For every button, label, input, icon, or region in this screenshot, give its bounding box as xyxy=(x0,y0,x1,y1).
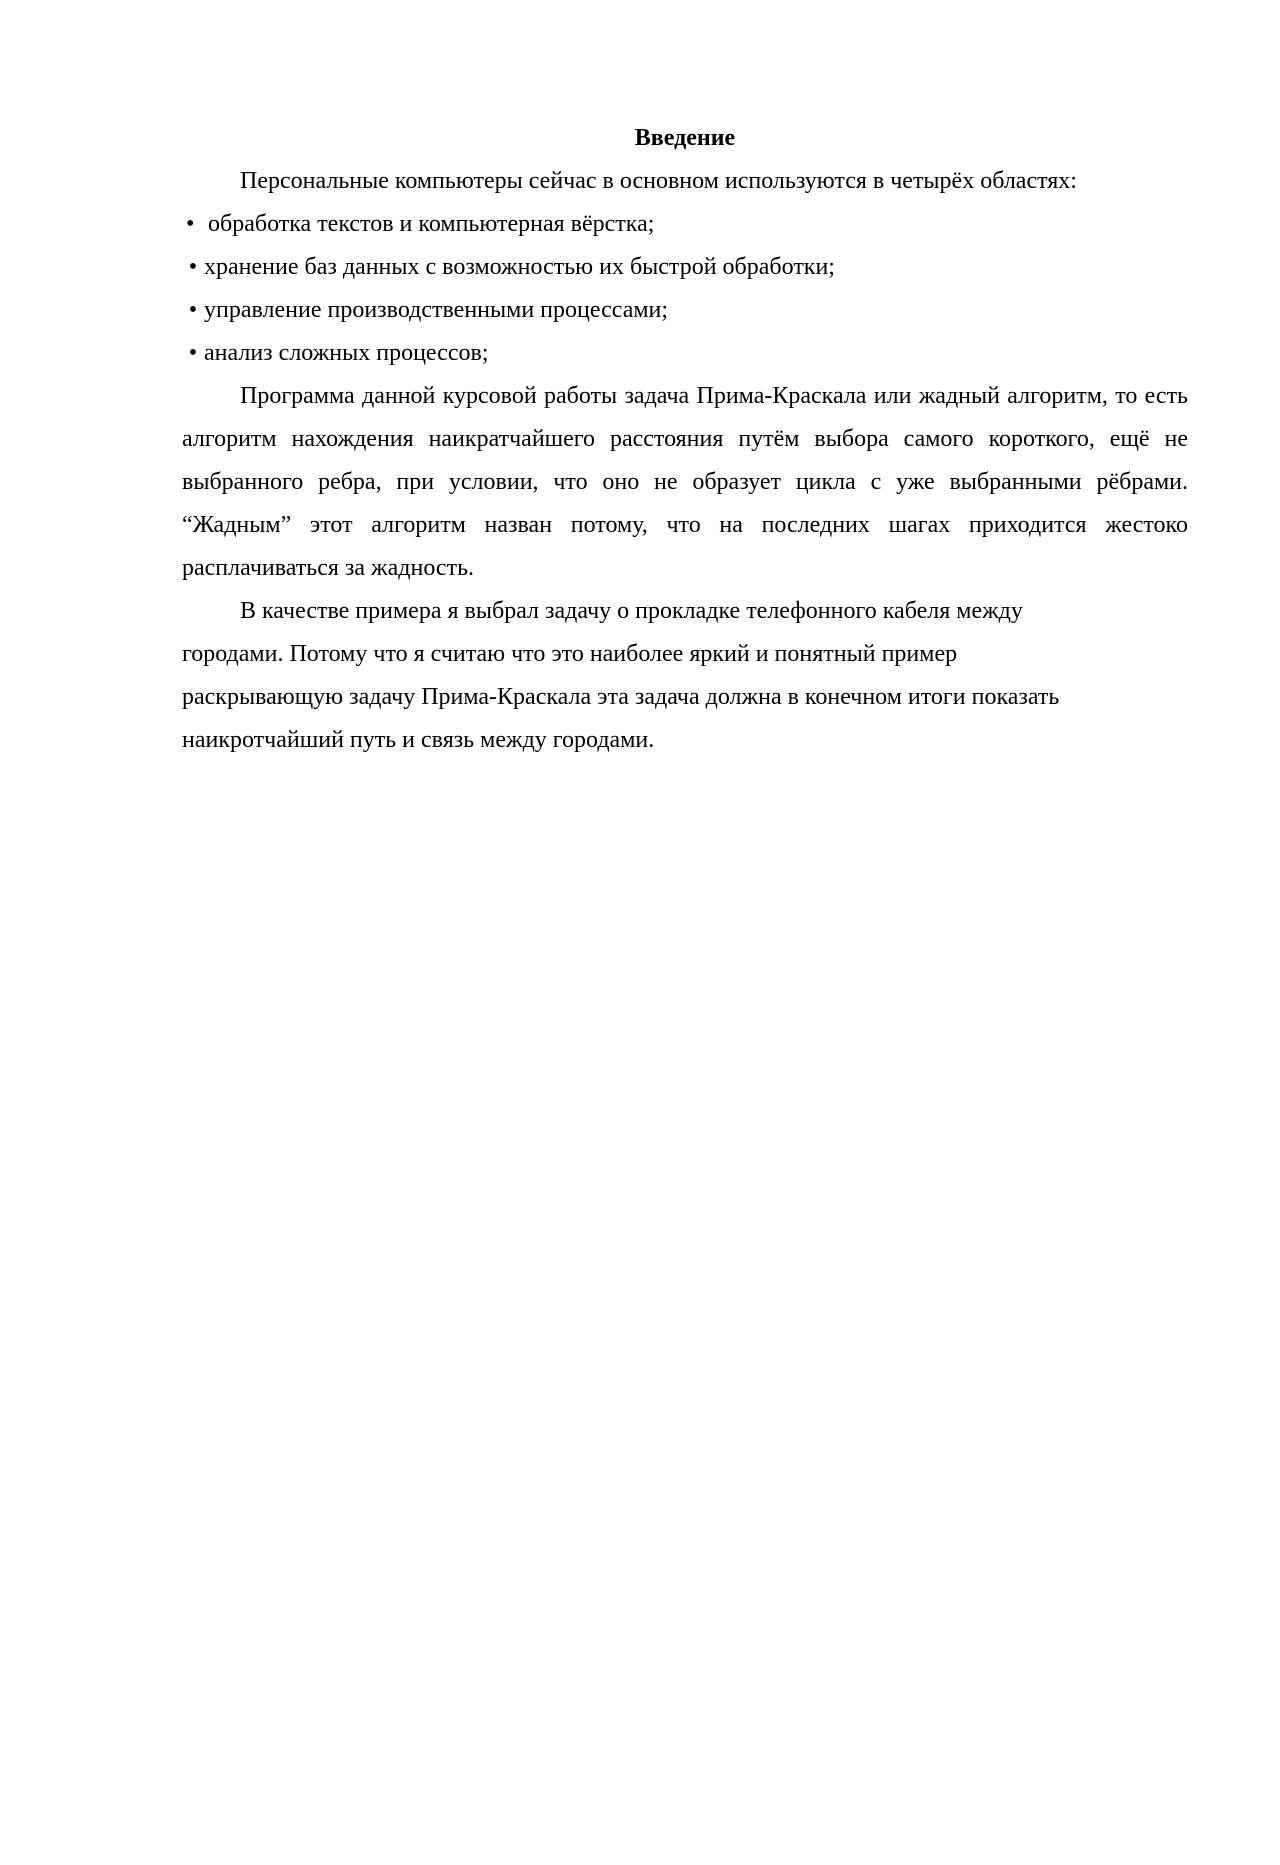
list-item-text: управление производственными процессами; xyxy=(204,297,669,323)
bullet-icon: • xyxy=(188,297,198,323)
bullet-icon: • xyxy=(186,211,195,237)
list-item-text: обработка текстов и компьютерная вёрстка; xyxy=(208,211,655,237)
list-item-text: хранение баз данных с возможностью их быстрой обработки; xyxy=(204,254,835,280)
list-item xyxy=(182,289,1188,332)
example-line: наикротчайший путь и связь между городами. xyxy=(182,727,655,753)
example-line: В качестве примера я выбрал задачу о прокладке телефонного кабеля между xyxy=(240,598,1023,624)
bullet-icon: • xyxy=(188,340,198,366)
example-line: раскрывающую задачу Прима-Краскала эта задача должна в конечном итоги показать xyxy=(182,684,1060,710)
example-line: городами. Потому что я считаю что это наиболее яркий и понятный пример xyxy=(182,641,958,667)
application-areas-list xyxy=(182,203,1188,375)
document-body xyxy=(182,117,1188,762)
algorithm-paragraph: Программа данной курсовой работы задача Прима-Краскала или жадный алгоритм, то есть алгоритм нахождения наикратчайшего расстояния путём выбора самого короткого, ещё не выбранного ребра, при условии, что оно не образует цикла с уже выбранными рёбрами. “Жадным” этот алгоритм назван потому, что на последних шагах приходится жестоко расплачиваться за жадность. xyxy=(182,383,1188,581)
page-title: Введение xyxy=(634,125,736,151)
intro-paragraph: Персональные компьютеры сейчас в основном используются в четырёх областях: xyxy=(240,168,1077,194)
example-paragraph xyxy=(182,590,1188,762)
bullet-icon: • xyxy=(188,254,198,280)
list-item xyxy=(182,332,1188,375)
list-item xyxy=(182,203,1188,246)
list-item-text: анализ сложных процессов; xyxy=(204,340,489,366)
list-item xyxy=(182,246,1188,289)
